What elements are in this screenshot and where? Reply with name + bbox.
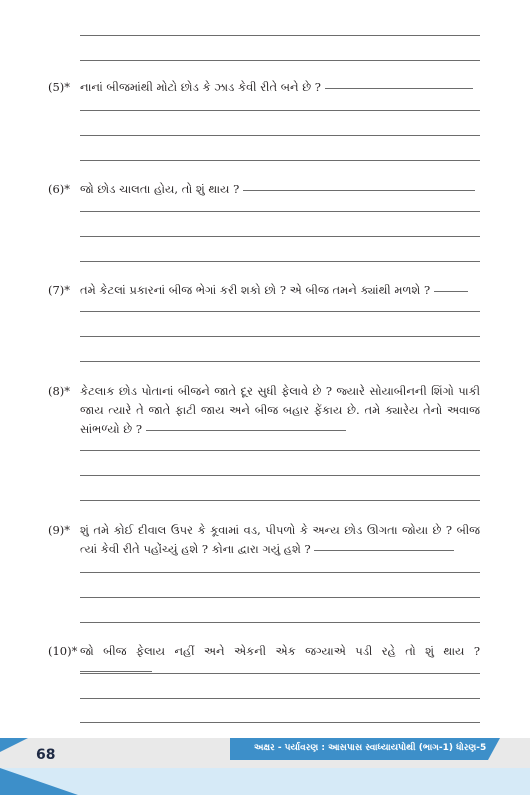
question-7 [48, 281, 480, 300]
answer-line [80, 261, 480, 262]
question-8 [48, 382, 480, 439]
question-number: (6)* [48, 182, 71, 196]
answer-line [80, 572, 480, 573]
answer-line [146, 430, 346, 431]
question-9 [48, 521, 480, 559]
question-number: (9)* [48, 523, 71, 537]
question-number: (8)* [48, 384, 71, 398]
question-text: જો છોડ ચાલતા હોય, તો શું થાય ? [80, 182, 240, 196]
answer-line [80, 361, 480, 362]
question-number: (10)* [48, 644, 78, 658]
answer-line [80, 211, 480, 212]
answer-line [80, 35, 480, 36]
question-text: કેટલાક છોડ પોતાનાં બીજને જાતે દૂર સુધી ફેલાવે છે ? જ્યારે સોયાબીનની શિંગો પાકી જાય ત્યારે તે જાતે ફાટી જાય અને બીજ બહાર ફેંકાય છે. તમે ક્યારેય તેનો અવાજ સાંભળ્યો છે ? [80, 384, 480, 436]
answer-line [80, 311, 480, 312]
answer-line [434, 291, 468, 292]
answer-line [80, 622, 480, 623]
answer-line [80, 236, 480, 237]
answer-line [80, 336, 480, 337]
question-number: (7)* [48, 283, 71, 297]
answer-line [80, 475, 480, 476]
answer-line [80, 671, 152, 672]
answer-line [314, 550, 454, 551]
answer-line [80, 110, 480, 111]
answer-line [80, 60, 480, 61]
question-10 [48, 642, 480, 680]
question-text: નાનાં બીજમાંથી મોટો છોડ કે ઝાડ કેવી રીતે બને છે ? [80, 80, 321, 94]
question-5 [48, 78, 480, 97]
answer-line [243, 190, 475, 191]
answer-line [80, 160, 480, 161]
answer-line [80, 698, 480, 699]
footer-title: અક્ષર - પર્યાવરણ : આસપાસ સ્વાધ્યાયપોથી (ભાગ-1) ધોરણ-5 [254, 743, 487, 753]
answer-line [80, 135, 480, 136]
answer-line [80, 673, 480, 674]
question-text: શું તમે કોઈ દીવાલ ઉપર કે કૂવામાં વડ, પીપળો કે અન્ય છોડ ઊગતા જોયા છે ? બીજ ત્યાં કેવી રીતે પહોંચ્યું હશે ? કોના દ્વારા ગયું હશે ? [80, 523, 480, 556]
question-text: જો બીજ ફેલાય નહીં અને એકની એક જગ્યાએ પડી રહે તો શું થાય ? [80, 644, 480, 658]
question-text: તમે કેટલાં પ્રકારનાં બીજ ભેગાં કરી શકો છો ? એ બીજ તમને ક્યાંથી મળશે ? [80, 283, 431, 297]
answer-line [325, 88, 473, 89]
answer-line [80, 597, 480, 598]
page-number: 68 [36, 747, 56, 763]
answer-line [80, 500, 480, 501]
answer-line [80, 450, 480, 451]
question-6 [48, 180, 480, 199]
footer-light-band [0, 768, 530, 795]
question-number: (5)* [48, 80, 71, 94]
answer-line [80, 722, 480, 723]
